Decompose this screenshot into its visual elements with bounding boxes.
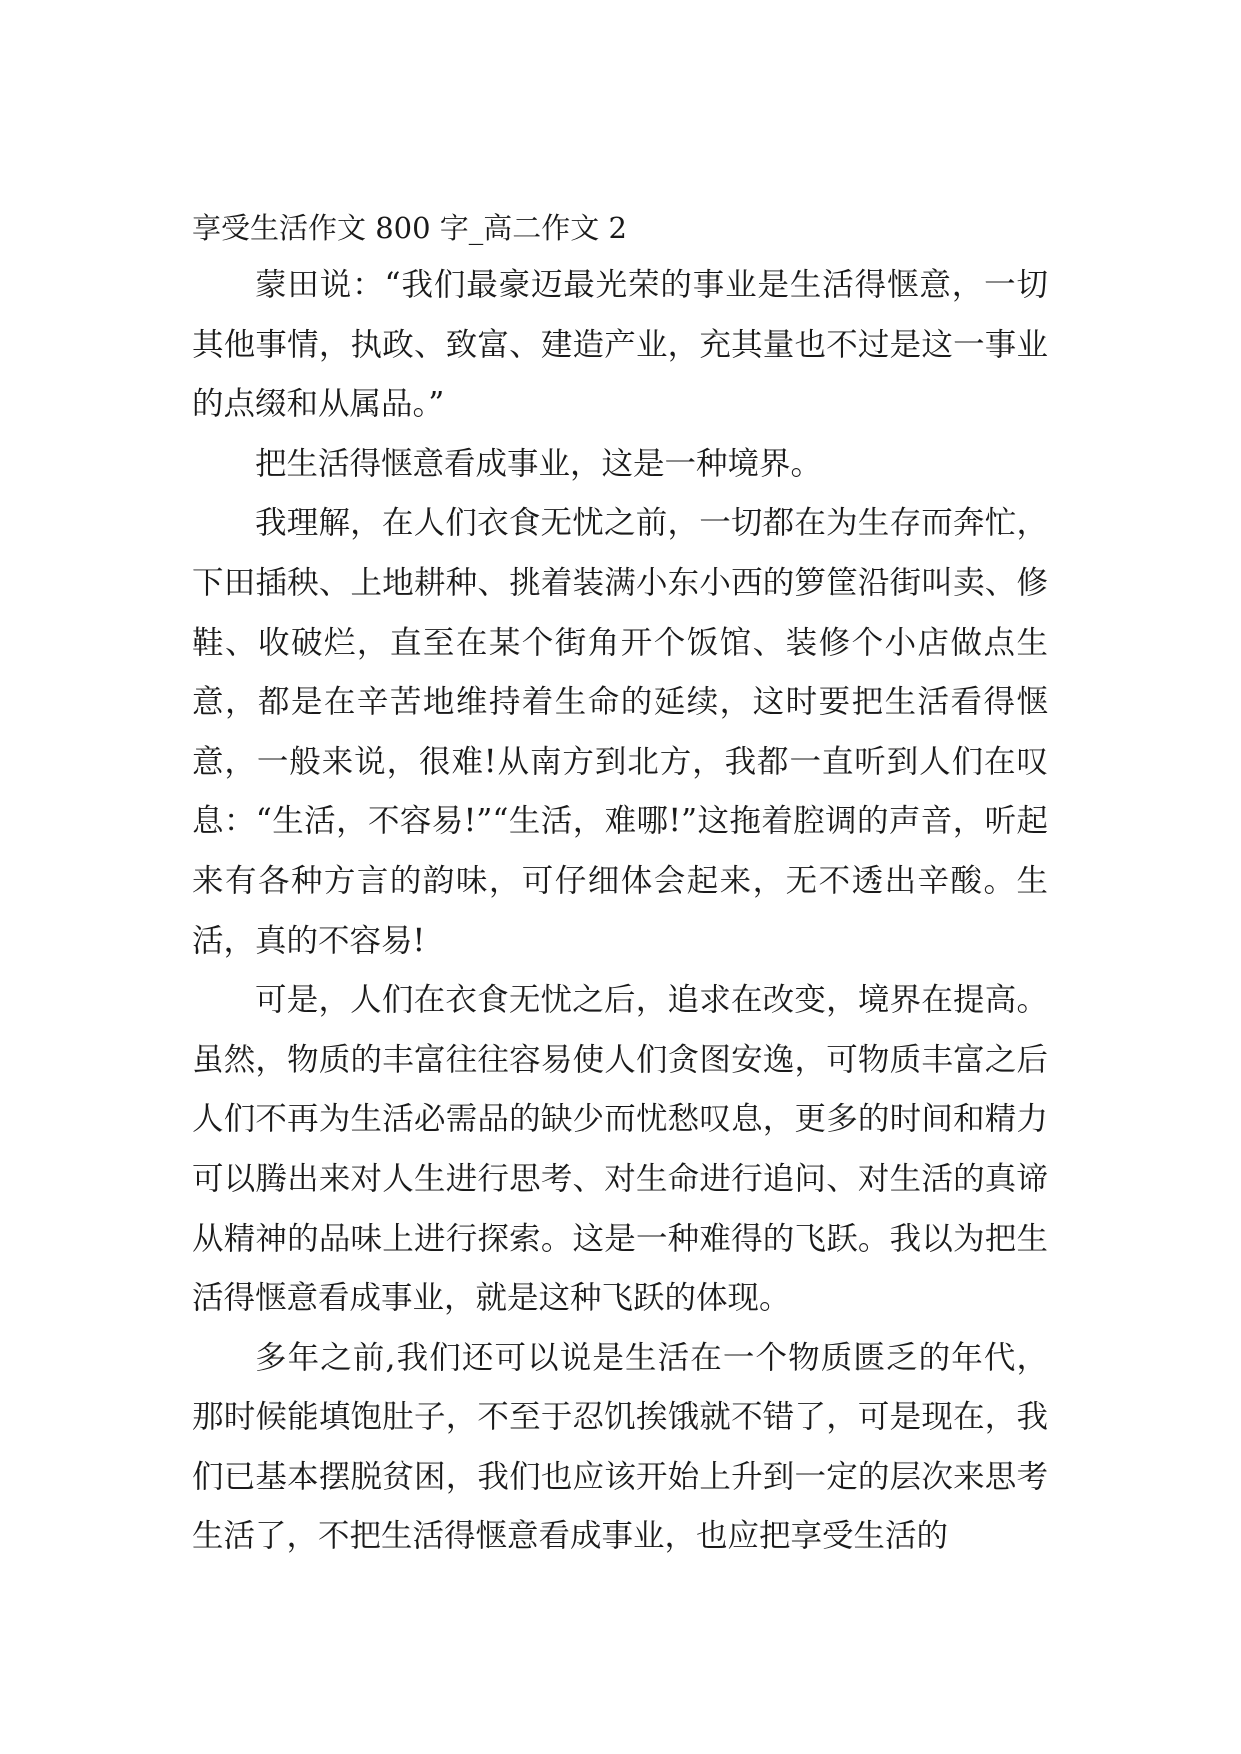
- paragraph-3: 我理解，在人们衣食无忧之前，一切都在为生存而奔忙，下田插秧、上地耕种、挑着装满小东小西的箩筐沿街叫卖、修鞋、收破烂，直至在某个街角开个饭馆、装修个小店做点生意，都是在辛苦地维持着生命的延续，这时要把生活看得惬意，一般来说，很难!从南方到北方，我都一直听到人们在叹息：“生活，不容易!”“生活，难哪!”这拖着腔调的声音，听起来有各种方言的韵味，可仔细体会起来，无不透出辛酸。生活，真的不容易!: [192, 505, 1048, 959]
- paragraph-2: 把生活得惬意看成事业，这是一种境界。: [255, 445, 823, 482]
- paragraph-4: 可是，人们在衣食无忧之后，追求在改变，境界在提高。虽然，物质的丰富往往容易使人们贪图安逸，可物质丰富之后人们不再为生活必需品的缺少而忧愁叹息，更多的时间和精力可以腾出来对人生进行思考、对生命进行追问、对生活的真谛从精神的品味上进行探索。这是一种难得的飞跃。我以为把生活得惬意看成事业，就是这种飞跃的体现。: [192, 982, 1048, 1317]
- paragraph-1: 蒙田说：“我们最豪迈最光荣的事业是生活得惬意，一切其他事情，执政、致富、建造产业，充其量也不过是这一事业的点缀和从属品。”: [192, 267, 1048, 423]
- document-title: 享受生活作文 800 字_高二作文 2: [192, 211, 627, 245]
- document-body: [192, 200, 1048, 1567]
- paragraph-5: 多年之前,我们还可以说是生活在一个物质匮乏的年代，那时候能填饱肚子，不至于忍饥挨饿就不错了，可是现在，我们已基本摆脱贫困，我们也应该开始上升到一定的层次来思考生活了，不把生活得惬意看成事业，也应把享受生活的: [192, 1339, 1048, 1555]
